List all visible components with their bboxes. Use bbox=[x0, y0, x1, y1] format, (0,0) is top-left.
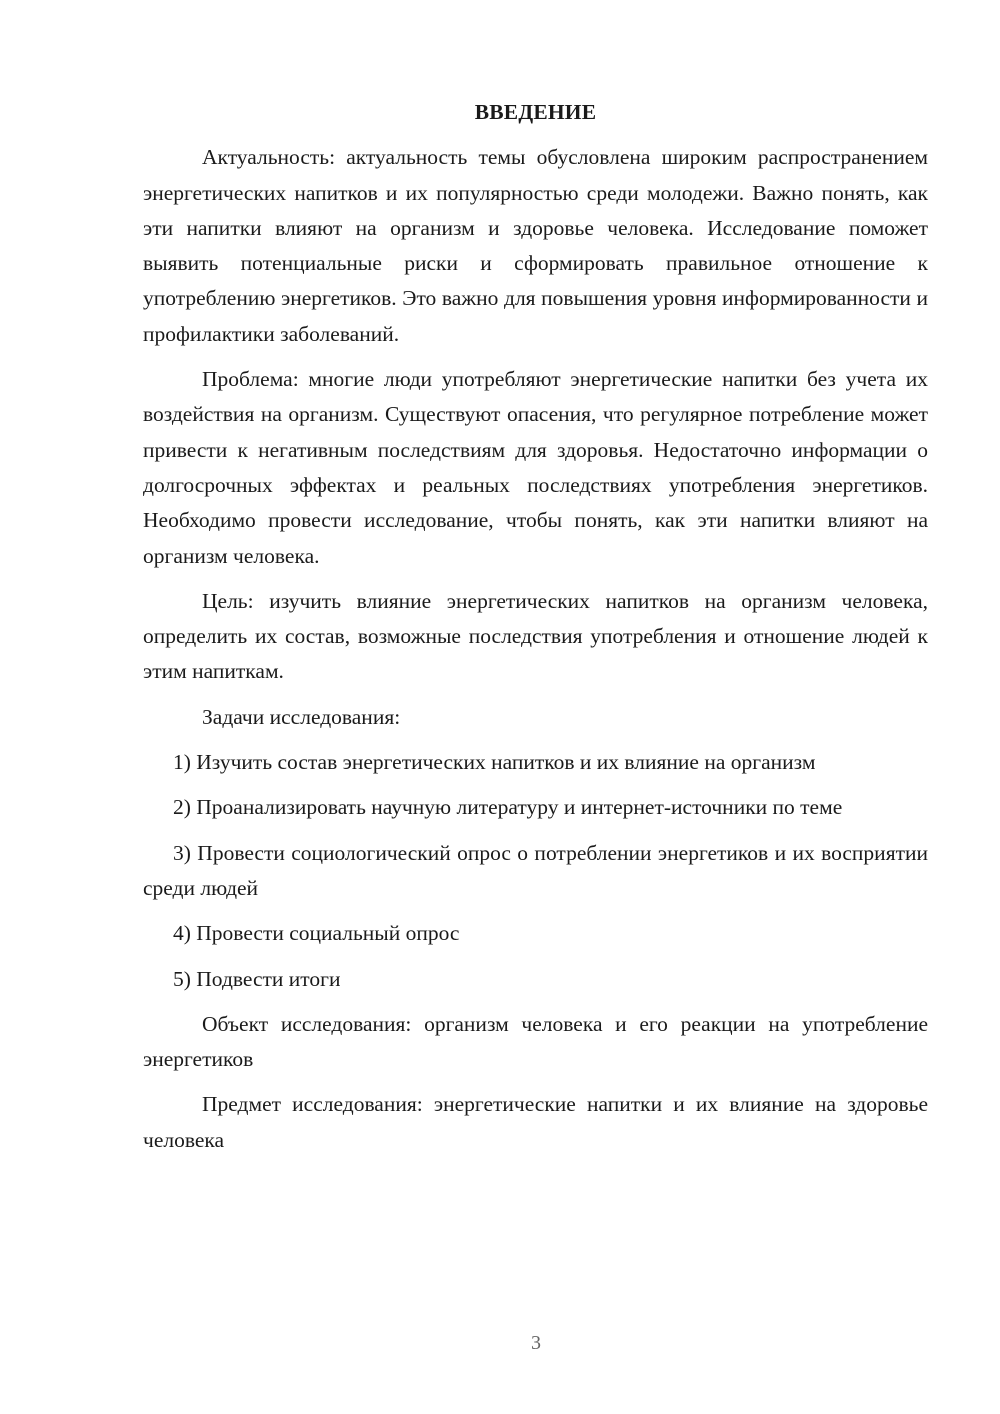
section-title: ВВЕДЕНИЕ bbox=[474, 100, 597, 124]
task-item-2: 2) Проанализировать научную литературу и интернет-источники по теме bbox=[173, 795, 843, 820]
page-number: 3 bbox=[531, 1332, 541, 1354]
paragraph-subject: Предмет исследования: энергетические напитки и их влияние на здоровье человека bbox=[143, 1092, 928, 1152]
paragraph-goal: Цель: изучить влияние энергетических напитков на организм человека, определить их состав, возможные последствия употребления и отношение людей к этим напиткам. bbox=[143, 588, 928, 684]
task-item-5: 5) Подвести итоги bbox=[173, 966, 341, 991]
task-item-3: 3) Провести социологический опрос о потреблении энергетиков и их восприятии среди людей bbox=[143, 840, 928, 900]
task-item-4: 4) Провести социальный опрос bbox=[173, 921, 460, 946]
paragraph-object: Объект исследования: организм человека и его реакции на употребление энергетиков bbox=[143, 1011, 928, 1072]
page-content bbox=[143, 95, 928, 1168]
tasks-heading: Задачи исследования: bbox=[202, 704, 401, 729]
paragraph-problem: Проблема: многие люди употребляют энергетические напитки без учета их воздействия на организм. Существуют опасения, что регулярное потребление может привести к негативным последствиям для здоровья. Недостаточно информации о долгосрочных эффектах и реальных последствиях употребления энергетиков. Необходимо провести исследование, чтобы понять, как эти напитки влияют на организм человека. bbox=[143, 367, 928, 568]
paragraph-relevance: Актуальность: актуальность темы обусловлена широким распространением энергетических напитков и их популярностью среди молодежи. Важно понять, как эти напитки влияют на организм и здоровье человека. Исследование поможет выявить потенциальные риски и сформировать правильное отношение к употреблению энергетиков. Это важно для повышения уровня информированности и профилактики заболеваний. bbox=[143, 145, 928, 346]
task-item-1: 1) Изучить состав энергетических напитков и их влияние на организм bbox=[173, 750, 816, 775]
